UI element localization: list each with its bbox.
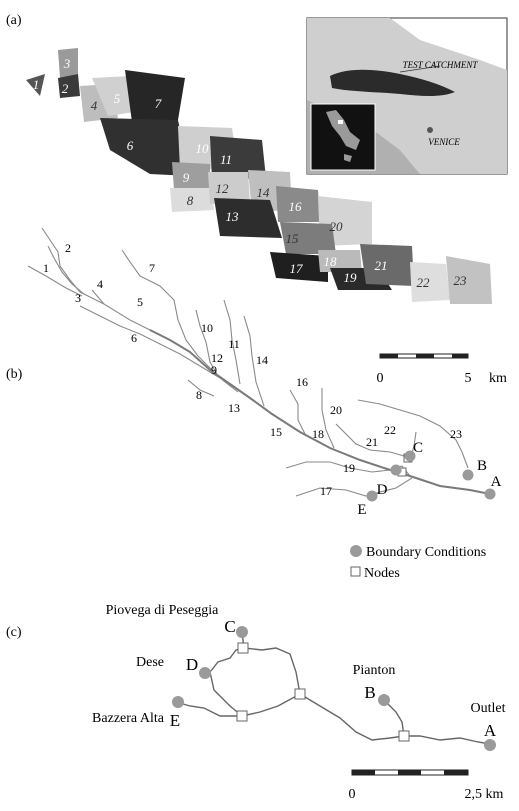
- inset-test-catchment: TEST CATCHMENT: [402, 60, 478, 70]
- net-label-1: 1: [43, 261, 49, 275]
- label-A: A: [483, 721, 497, 740]
- scale-c-value: 2,5 km: [464, 787, 504, 802]
- sub-label-7: 7: [154, 96, 162, 111]
- sub-label-21: 21: [374, 258, 388, 273]
- label-dese: Dese: [136, 655, 164, 670]
- sub-label-3: 3: [63, 56, 71, 71]
- inset-map: [307, 18, 507, 174]
- sub-label-10: 10: [195, 141, 209, 156]
- node-b-B: [463, 470, 474, 481]
- sub-label-8: 8: [186, 193, 194, 208]
- bc-C: [236, 626, 248, 638]
- label-B: B: [364, 683, 376, 702]
- node-labels-b: [357, 440, 501, 518]
- net-label-5: 5: [137, 295, 143, 309]
- net-label-7: 7: [149, 261, 155, 275]
- panel-label-a: (a): [6, 13, 22, 28]
- sub-label-11: 11: [219, 152, 233, 167]
- sub-label-19: 19: [343, 270, 357, 285]
- schematic-labels: [92, 603, 506, 740]
- net-label-19: 19: [343, 461, 355, 475]
- scale-c-zero: 0: [348, 787, 356, 802]
- sub-label-5: 5: [113, 91, 121, 106]
- scale-a-five: 5: [464, 371, 472, 386]
- sub-label-13: 13: [225, 209, 239, 224]
- label-pianton: Pianton: [352, 663, 396, 678]
- sub-label-9: 9: [182, 170, 190, 185]
- bc-A: [484, 739, 496, 751]
- sub-label-1: 1: [32, 77, 40, 92]
- legend-boundary-marker: [350, 545, 362, 557]
- net-label-11: 11: [228, 337, 240, 351]
- node-b-label-C: C: [412, 440, 424, 456]
- sub-label-23: 23: [453, 273, 467, 288]
- net-label-18: 18: [312, 427, 324, 441]
- net-label-17: 17: [320, 484, 332, 498]
- bc-E: [172, 696, 184, 708]
- net-label-8: 8: [196, 388, 202, 402]
- net-label-20: 20: [330, 403, 342, 417]
- sub-label-16: 16: [288, 199, 302, 214]
- net-label-2: 2: [65, 241, 71, 255]
- bc-D: [199, 667, 211, 679]
- net-label-4: 4: [97, 277, 103, 291]
- sub-label-2: 2: [61, 81, 69, 96]
- scale-bar-a: [377, 354, 508, 386]
- sub-label-18: 18: [323, 254, 337, 269]
- legend: [350, 545, 486, 581]
- scale-bar-c: [349, 770, 504, 802]
- sub-label-20: 20: [329, 219, 343, 234]
- node-b-extra: [391, 465, 402, 476]
- label-D: D: [185, 655, 199, 674]
- node-b-label-B: B: [476, 458, 488, 474]
- node-square-left: [237, 711, 247, 721]
- net-label-14: 14: [256, 353, 268, 367]
- node-b-A: [485, 489, 496, 500]
- inset-venice: VENICE: [428, 137, 460, 147]
- label-bazzera: Bazzera Alta: [92, 711, 164, 726]
- label-outlet: Outlet: [470, 701, 506, 716]
- sub-label-4: 4: [90, 98, 98, 113]
- scale-a-zero: 0: [376, 371, 384, 386]
- net-label-21: 21: [366, 435, 378, 449]
- node-b-label-D: D: [376, 482, 388, 498]
- net-label-13: 13: [228, 401, 240, 415]
- net-label-10: 10: [201, 321, 213, 335]
- sub-label-15: 15: [285, 231, 299, 246]
- net-label-6: 6: [131, 331, 137, 345]
- subcatchment-9: [172, 162, 210, 190]
- net-label-23: 23: [450, 427, 462, 441]
- sub-label-17: 17: [289, 261, 303, 276]
- scale-a-unit: km: [489, 371, 507, 386]
- legend-boundary-label: Boundary Conditions: [366, 545, 487, 560]
- legend-nodes-label: Nodes: [364, 566, 400, 581]
- node-square-mid: [295, 689, 305, 699]
- net-label-12: 12: [211, 351, 223, 365]
- node-square-right: [399, 731, 409, 741]
- sub-label-6: 6: [126, 138, 134, 153]
- sub-label-22: 22: [416, 275, 430, 290]
- label-E: E: [169, 711, 181, 730]
- sub-label-12: 12: [215, 181, 229, 196]
- node-b-label-E: E: [357, 502, 367, 518]
- label-piovega: Piovega di Peseggia: [105, 603, 219, 618]
- label-C: C: [224, 617, 236, 636]
- panel-label-b: (b): [6, 367, 23, 382]
- schematic-nodes: [169, 626, 496, 751]
- legend-node-marker: [351, 567, 360, 576]
- net-label-9: 9: [211, 363, 217, 377]
- net-label-3: 3: [75, 291, 81, 305]
- node-square-top: [238, 643, 248, 653]
- net-label-16: 16: [296, 375, 308, 389]
- bc-B: [378, 694, 390, 706]
- net-label-15: 15: [270, 425, 282, 439]
- net-label-22: 22: [384, 423, 396, 437]
- schematic-network: [176, 632, 490, 744]
- sub-label-14: 14: [256, 185, 270, 200]
- node-b-label-A: A: [490, 474, 502, 490]
- panel-label-c: (c): [6, 625, 22, 640]
